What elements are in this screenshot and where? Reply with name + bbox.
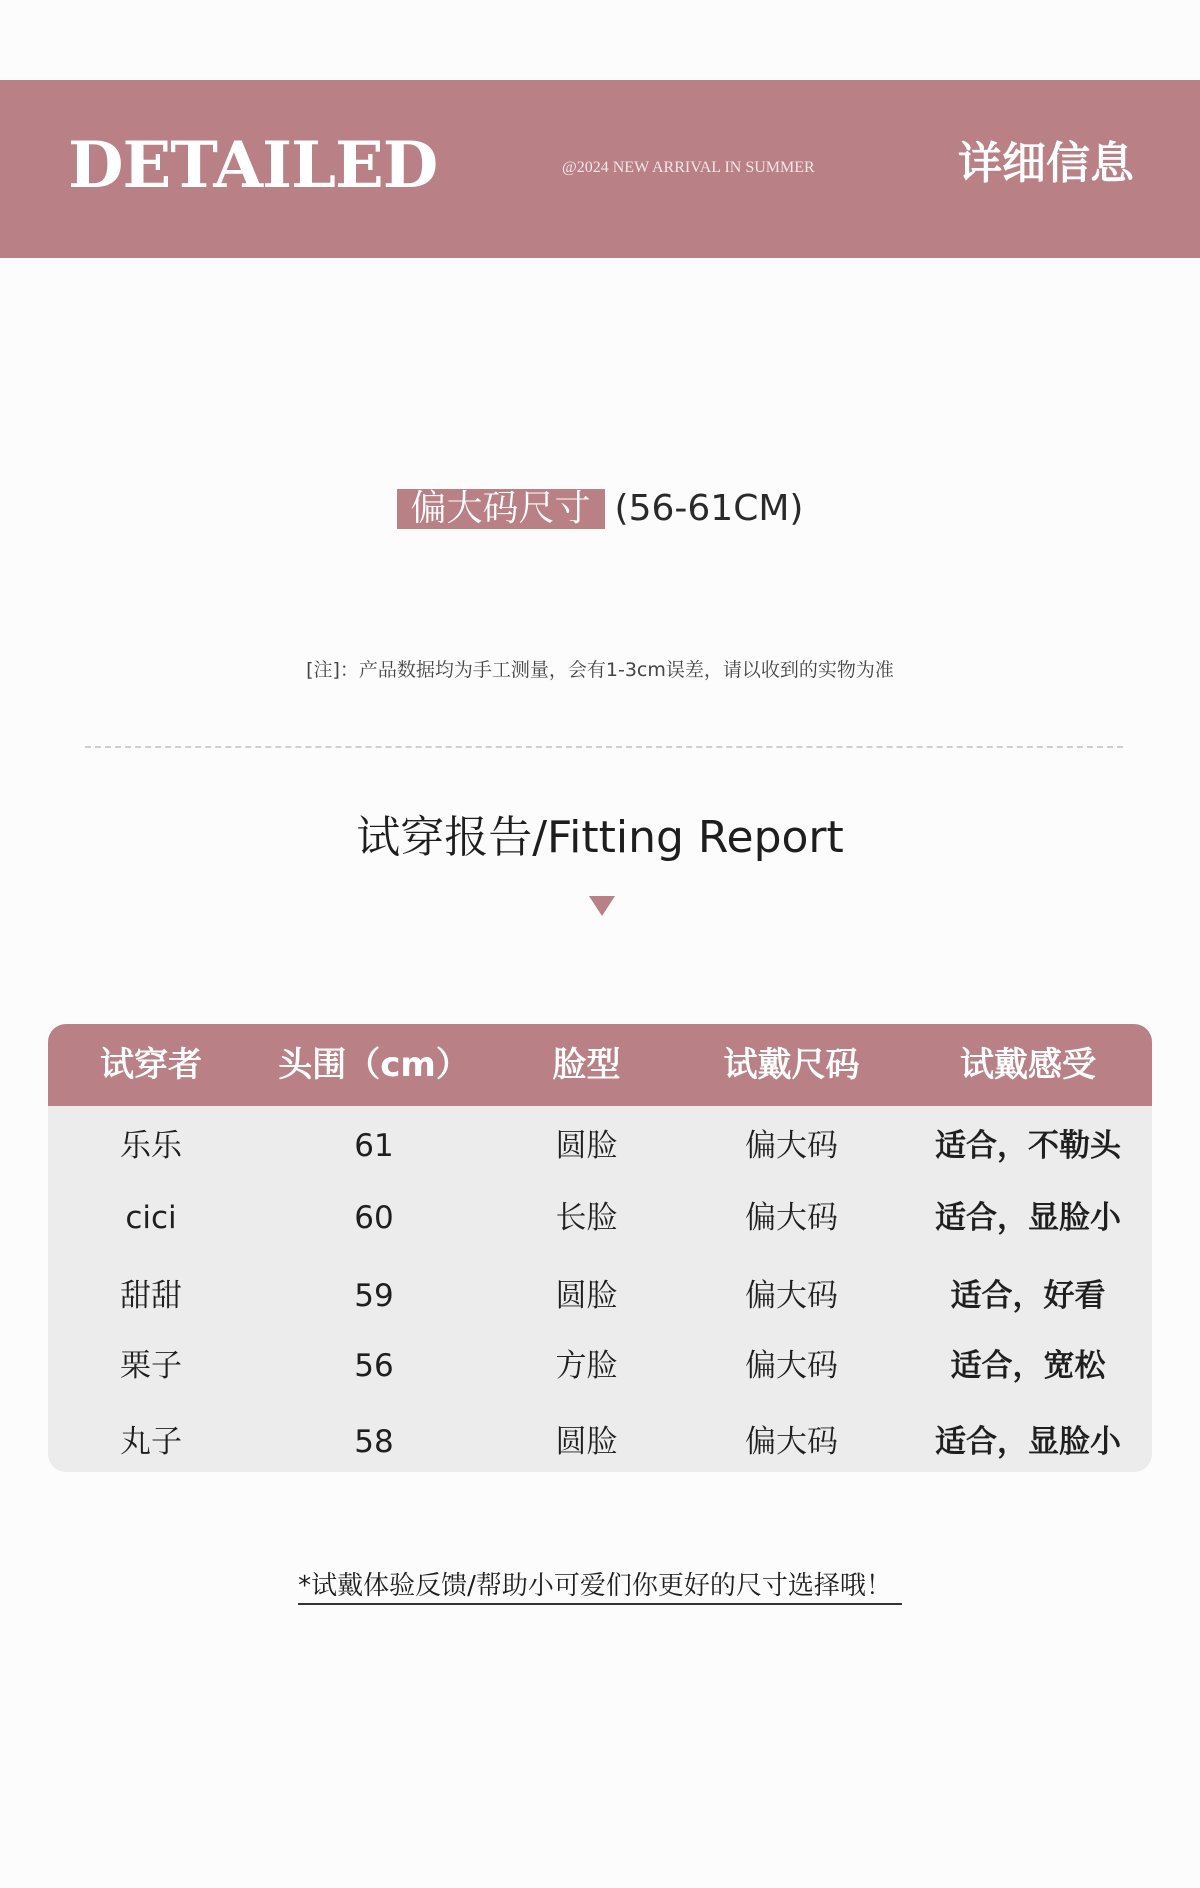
cell-fitting-size: 偏大码 <box>745 1424 838 1460</box>
table-row <box>48 1416 1152 1468</box>
cell-face-shape: 圆脸 <box>555 1424 618 1460</box>
cell-wearer: 丸子 <box>120 1424 182 1460</box>
cell-fitting-size: 偏大码 <box>745 1278 838 1314</box>
footer-note-text: *试戴体验反馈/帮助小可爱们你更好的尺寸选择哦！ <box>298 1571 902 1605</box>
measurement-note: [注]：产品数据均为手工测量，会有1-3cm误差，请以收到的实物为准 <box>306 659 894 681</box>
cell-face-shape: 方脸 <box>555 1348 618 1384</box>
table-header <box>48 1024 1152 1106</box>
header-fitting-size: 试戴尺码 <box>723 1045 860 1085</box>
cell-fitting-size: 偏大码 <box>745 1128 838 1164</box>
cell-head-size: 61 <box>354 1128 394 1164</box>
cell-wearer: 甜甜 <box>120 1278 182 1314</box>
cell-fitting-size: 偏大码 <box>745 1200 838 1236</box>
cell-fitting-size: 偏大码 <box>745 1348 838 1384</box>
cell-face-shape: 长脸 <box>555 1200 618 1236</box>
cell-head-size: 59 <box>354 1278 394 1314</box>
cell-feeling: 适合，显脸小 <box>935 1200 1121 1236</box>
cell-wearer: 乐乐 <box>120 1128 182 1164</box>
header-head-size: 头围（cm） <box>278 1045 470 1085</box>
cell-head-size: 56 <box>354 1348 394 1384</box>
cell-head-size: 60 <box>354 1200 394 1236</box>
cell-head-size: 58 <box>354 1424 394 1460</box>
cell-feeling: 适合，宽松 <box>950 1348 1106 1384</box>
cell-feeling: 适合，显脸小 <box>935 1424 1121 1460</box>
cell-feeling: 适合，好看 <box>950 1278 1106 1314</box>
fitting-table <box>48 1024 1152 1472</box>
divider <box>85 746 1123 748</box>
down-triangle-icon <box>589 896 615 916</box>
banner-subtitle: @2024 NEW ARRIVAL IN SUMMER <box>562 159 815 176</box>
cell-face-shape: 圆脸 <box>555 1128 618 1164</box>
table-row <box>48 1192 1152 1244</box>
report-title: 试穿报告/Fitting Report <box>356 812 844 863</box>
table-row <box>48 1340 1152 1392</box>
size-heading <box>0 486 1200 531</box>
cell-wearer: 栗子 <box>120 1348 182 1384</box>
cell-face-shape: 圆脸 <box>555 1278 618 1314</box>
cell-feeling: 适合，不勒头 <box>935 1128 1121 1164</box>
banner-title: DETAILED <box>68 128 438 203</box>
banner-title-cn: 详细信息 <box>958 138 1134 189</box>
size-range: (56-61CM) <box>614 488 804 529</box>
size-tag: 偏大码尺寸 <box>397 489 605 529</box>
table-row <box>48 1120 1152 1172</box>
header-feeling: 试戴感受 <box>960 1045 1096 1085</box>
header-wearer: 试穿者 <box>100 1045 202 1085</box>
header-face-shape: 脸型 <box>552 1045 621 1085</box>
cell-wearer: cici <box>125 1200 177 1236</box>
table-row <box>48 1270 1152 1322</box>
footer-note <box>0 1568 1200 1604</box>
